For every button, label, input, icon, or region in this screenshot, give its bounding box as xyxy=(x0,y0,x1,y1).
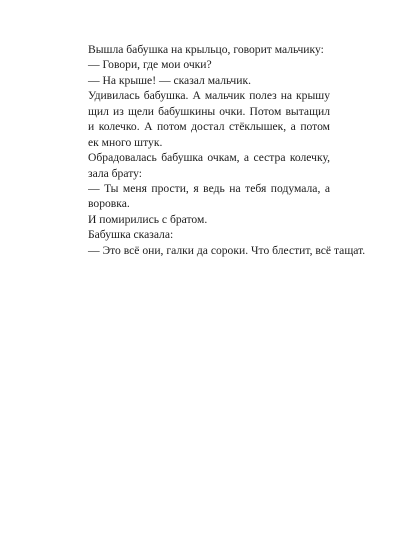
text-line: — Ты меня прости, я ведь на тебя подумала, а xyxy=(88,181,330,195)
text-line: зала брату: xyxy=(88,166,142,180)
text-line: Вышла бабушка на крыльцо, говорит мальчику: xyxy=(88,43,324,56)
text-line: и колечко. А потом достал стёклышек, а потом xyxy=(88,120,330,134)
text-line: И помирились с братом. xyxy=(88,212,208,226)
text-line: щил из щели бабушкины очки. Потом вытащил xyxy=(88,104,330,118)
text-line: — На крыше! — сказал мальчик. xyxy=(88,73,251,87)
text-line: — Это всё они, галки да сороки. Что блестит, всё тащат. xyxy=(88,243,366,257)
text-line: ек много штук. xyxy=(88,135,163,149)
text-line: Удивилась бабушка. А мальчик полез на крышу xyxy=(88,89,330,103)
text-line: воровка. xyxy=(88,197,130,211)
text-line: Бабушка сказала: xyxy=(88,228,174,242)
story-text xyxy=(88,42,366,258)
text-line: Обрадовалась бабушка очкам, а сестра колечку, xyxy=(88,151,330,165)
text-line: — Говори, где мои очки? xyxy=(88,58,212,72)
